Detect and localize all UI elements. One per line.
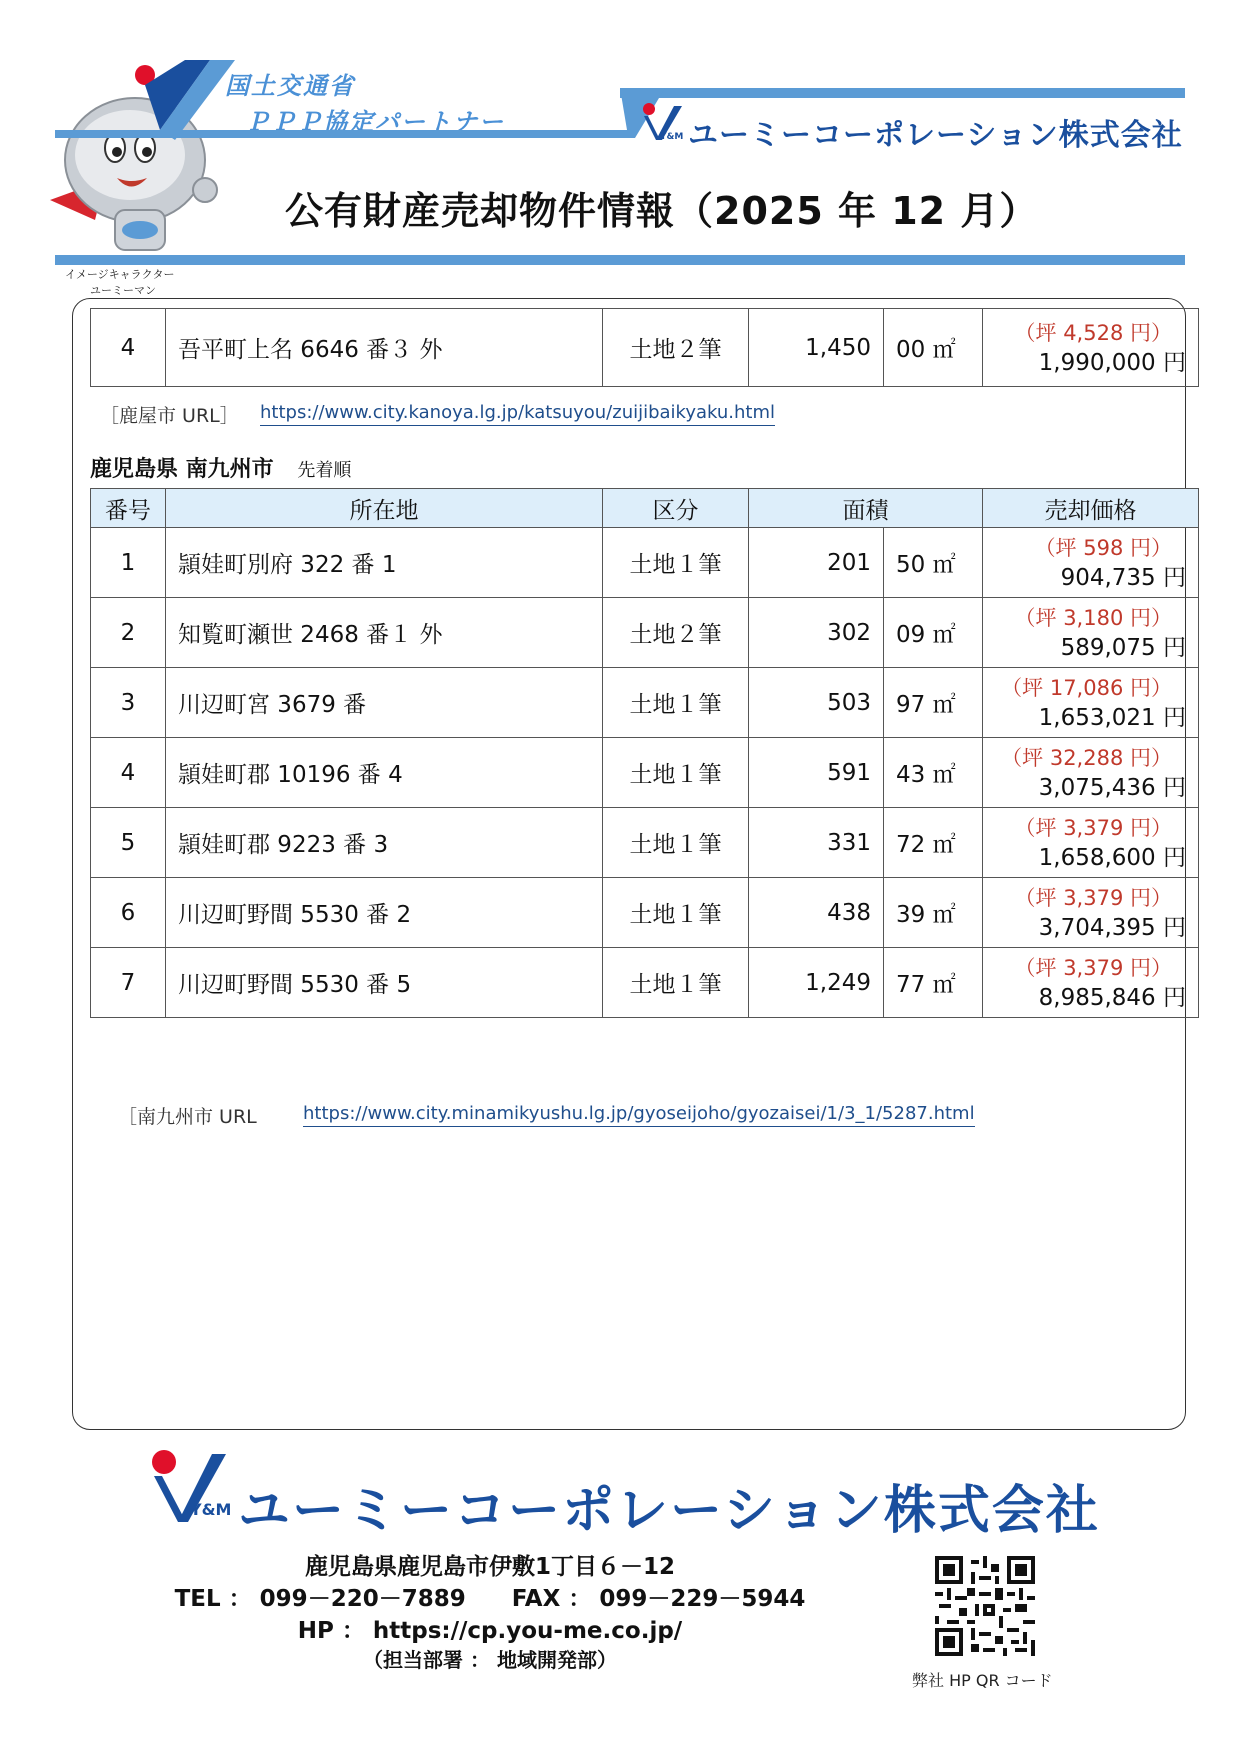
row-area-integer: 201 [749, 528, 884, 598]
header-address: 所在地 [166, 489, 603, 528]
kanoya-url-link[interactable]: https://www.city.kanoya.lg.jp/katsuyou/zuijibaikyaku.html [260, 402, 775, 426]
table-row [91, 309, 1199, 387]
row-address: 川辺町野間 5530 番 2 [166, 878, 603, 948]
row-area-decimal: 97 ㎡ [884, 668, 983, 738]
row-number: 7 [91, 948, 166, 1018]
row-kind: 土地１筆 [603, 948, 749, 1018]
company-tel-fax: TEL ： 099－220－7889 FAX ： 099－229－5944 [174, 1586, 806, 1612]
row-area-decimal: 43 ㎡ [884, 738, 983, 808]
row-price [983, 948, 1199, 1018]
minamikyushu-url-link[interactable]: https://www.city.minamikyushu.lg.jp/gyoseijoho/gyozaisei/1/3_1/5287.html [303, 1103, 975, 1127]
table-body [91, 528, 1199, 1018]
row-number: 3 [91, 668, 166, 738]
row-total-price: 8,985,846 円 [1038, 984, 1186, 1011]
table-row [91, 598, 1199, 668]
row-number: 2 [91, 598, 166, 668]
company-name-header: ユーミーコーポレーション株式会社 [688, 118, 1183, 153]
section-heading [90, 452, 351, 483]
row-tsubo-price: （坪 4,528 円） [1014, 320, 1172, 345]
row-area-integer: 302 [749, 598, 884, 668]
table-row [91, 528, 1199, 598]
row-total-price: 3,704,395 円 [1038, 914, 1186, 941]
kanoya-url-label: ［鹿屋市 URL］ [100, 405, 239, 427]
section-note: 先着順 [297, 460, 352, 481]
logo-mark-text: Y&M [660, 132, 684, 142]
row-address: 川辺町野間 5530 番 5 [166, 948, 603, 1018]
row-number: 4 [91, 738, 166, 808]
qr-code-caption: 弊社 HP QR コード [912, 1671, 1053, 1690]
row-area-integer: 331 [749, 808, 884, 878]
company-department: （担当部署 ： 地域開発部） [363, 1648, 617, 1672]
table-row [91, 878, 1199, 948]
row-total-price: 904,735 円 [1060, 564, 1186, 591]
row-area-integer: 591 [749, 738, 884, 808]
row-total-price: 1,990,000 円 [1038, 349, 1186, 376]
row-kind: 土地１筆 [603, 668, 749, 738]
row-area-decimal: 09 ㎡ [884, 598, 983, 668]
prev-property-table [90, 308, 1199, 387]
row-number: 1 [91, 528, 166, 598]
row-address: 川辺町宮 3679 番 [166, 668, 603, 738]
row-kind: 土地１筆 [603, 528, 749, 598]
row-total-price: 1,658,600 円 [1038, 844, 1186, 871]
row-area-decimal: 39 ㎡ [884, 878, 983, 948]
page-title: 公有財産売却物件情報（2025 年 12 月） [285, 189, 1039, 233]
row-price [983, 668, 1199, 738]
company-name-footer: ユーミーコーポレーション株式会社 [238, 1481, 1100, 1541]
partner-title-line2: ＰＰＰ協定パートナー [245, 108, 505, 136]
row-area-decimal: 00 ㎡ [884, 309, 983, 387]
row-total-price: 589,075 円 [1060, 634, 1186, 661]
row-address: 頴娃町郡 9223 番 3 [166, 808, 603, 878]
row-area-integer: 1,450 [749, 309, 884, 387]
header-rule-bottom [55, 255, 1185, 265]
row-area-integer: 438 [749, 878, 884, 948]
row-area-integer: 503 [749, 668, 884, 738]
row-total-price: 1,653,021 円 [1038, 704, 1186, 731]
row-tsubo-price: （坪 32,288 円） [1001, 745, 1172, 770]
table-row [91, 808, 1199, 878]
row-kind: 土地２筆 [603, 598, 749, 668]
row-price [983, 738, 1199, 808]
row-kind: 土地２筆 [603, 309, 749, 387]
row-area-integer: 1,249 [749, 948, 884, 1018]
minamikyushu-url-label: ［南九州市 URL [118, 1106, 257, 1128]
row-address: 頴娃町別府 322 番 1 [166, 528, 603, 598]
qr-code-icon[interactable] [935, 1556, 1035, 1656]
row-number: 6 [91, 878, 166, 948]
header-rule-slant [55, 88, 665, 148]
header-area: 面積 [749, 489, 983, 528]
row-number: 5 [91, 808, 166, 878]
table-row [91, 948, 1199, 1018]
company-address: 鹿児島県鹿児島市伊敷1丁目６－12 [304, 1554, 675, 1580]
table-row [91, 738, 1199, 808]
row-price [983, 598, 1199, 668]
company-homepage: HP ： https://cp.you-me.co.jp/ [297, 1618, 683, 1644]
section-title: 鹿児島県 南九州市 [90, 457, 274, 482]
row-total-price: 3,075,436 円 [1038, 774, 1186, 801]
row-tsubo-price: （坪 3,379 円） [1014, 885, 1172, 910]
row-price [983, 878, 1199, 948]
table-header-row [91, 489, 1199, 528]
footer-logo-mark-text: Y&M [190, 1500, 232, 1519]
character-name: ユーミーマン [90, 284, 156, 297]
row-price [983, 528, 1199, 598]
row-area-decimal: 50 ㎡ [884, 528, 983, 598]
row-tsubo-price: （坪 3,379 円） [1014, 955, 1172, 980]
row-address: 知覧町瀬世 2468 番１ 外 [166, 598, 603, 668]
header-number: 番号 [91, 489, 166, 528]
table-row [91, 668, 1199, 738]
property-table [90, 488, 1199, 1018]
row-number: 4 [91, 309, 166, 387]
row-price [983, 808, 1199, 878]
header-kind: 区分 [603, 489, 749, 528]
partner-title-line1: 国土交通省 [225, 72, 355, 100]
row-address: 吾平町上名 6646 番３ 外 [166, 309, 603, 387]
character-caption: イメージキャラクター [65, 268, 175, 281]
row-kind: 土地１筆 [603, 738, 749, 808]
row-kind: 土地１筆 [603, 878, 749, 948]
header-rule-top [620, 88, 1185, 98]
row-tsubo-price: （坪 3,180 円） [1014, 605, 1172, 630]
header-price: 売却価格 [983, 489, 1199, 528]
row-tsubo-price: （坪 598 円） [1034, 535, 1172, 560]
row-kind: 土地１筆 [603, 808, 749, 878]
row-area-decimal: 72 ㎡ [884, 808, 983, 878]
row-price [983, 309, 1199, 387]
row-area-decimal: 77 ㎡ [884, 948, 983, 1018]
row-address: 頴娃町郡 10196 番 4 [166, 738, 603, 808]
row-tsubo-price: （坪 17,086 円） [1001, 675, 1172, 700]
row-tsubo-price: （坪 3,379 円） [1014, 815, 1172, 840]
header [0, 0, 1241, 297]
